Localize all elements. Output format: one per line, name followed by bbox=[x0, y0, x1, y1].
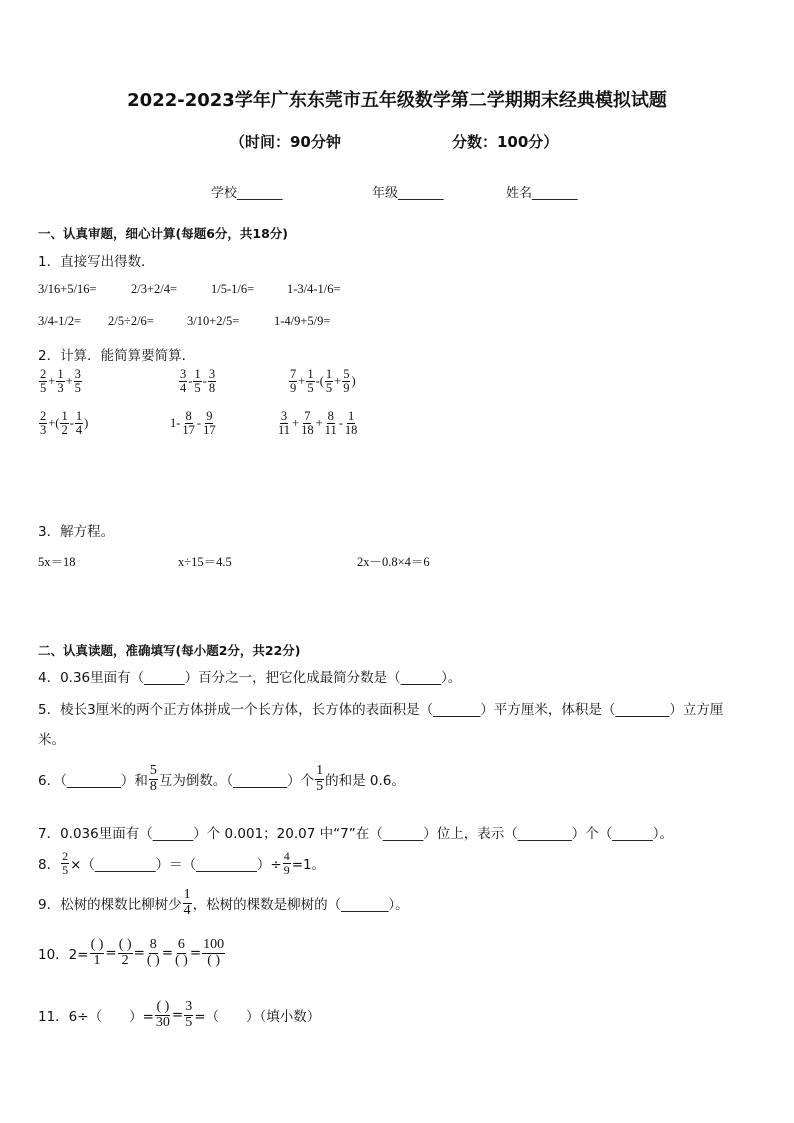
q3-equation: 2x－0.8×4＝6 bbox=[357, 555, 430, 569]
q2-label: 2．计算．能简算要简算． bbox=[38, 348, 196, 364]
q3-label: 3．解方程。 bbox=[38, 524, 115, 540]
q2-expression-4: $\frac{2}{3}$ +( $\frac{1}{2}$ - $\frac{1}{4}$ ) bbox=[40, 409, 89, 438]
name-field[interactable]: 姓名_______ bbox=[506, 186, 578, 201]
q3-equation: x÷15＝4.5 bbox=[178, 555, 232, 569]
question-5: 5．棱长3厘米的两个正方体拼成一个长方体，长方体的表面积是（_______）平方厘米，体积是（________）立方厘 bbox=[38, 702, 724, 718]
question-9: 9．松树的棵数比柳树少 $\frac{1}{4}$ ，松树的棵数是柳树的（_______）。 bbox=[38, 887, 409, 918]
question-6: 6．（________）和 $\frac{5}{8}$ 互为倒数。（________）个 $\frac{1}{5}$ 的和是 0.6。 bbox=[38, 763, 405, 794]
q3-equation: 5x＝18 bbox=[38, 555, 76, 569]
section-2-title: 二、认真读题，准确填写(每小题2分，共22分) bbox=[38, 643, 301, 658]
question-7: 7．0.036里面有（______）个 0.001；20.07 中“7”在（______）位上，表示（________）个（______）。 bbox=[38, 826, 673, 842]
question-8: 8． $\frac{2}{5}$ ×（_________）＝（_________）÷ $\frac{4}{9}$ =1。 bbox=[38, 849, 326, 877]
q2-expression-1: $\frac{2}{5}$ + $\frac{1}{3}$ + $\frac{3}{5}$ bbox=[40, 367, 81, 396]
q2-expression-6: $\frac{3}{11}$ + $\frac{7}{18}$ + $\frac{8}{11}$ - $\frac{1}{18}$ bbox=[278, 409, 358, 438]
q1-item: 1/5-1/6= bbox=[211, 282, 255, 296]
exam-time: （时间：90分钟 bbox=[230, 133, 341, 151]
exam-score: 分数：100分） bbox=[452, 133, 559, 151]
q1-item: 1-4/9+5/9= bbox=[274, 314, 331, 328]
q2-expression-5: 1- $\frac{8}{17}$ - $\frac{9}{17}$ bbox=[170, 409, 216, 438]
question-4: 4．0.36里面有（______）百分之一，把它化成最简分数是（______）。 bbox=[38, 670, 462, 686]
q1-item: 1-3/4-1/6= bbox=[287, 282, 341, 296]
q1-item: 2/3+2/4= bbox=[131, 282, 178, 296]
q2-expression-2: $\frac{3}{4}$ - $\frac{1}{5}$ - $\frac{3}{8}$ bbox=[180, 367, 216, 396]
grade-field[interactable]: 年级_______ bbox=[372, 186, 444, 201]
question-5-continued: 米。 bbox=[38, 732, 65, 748]
question-11: 11．6÷（ ）= $\frac{( )}{30}$ = $\frac{3}{5}$ =（ ）（填小数） bbox=[38, 999, 321, 1030]
q1-item: 2/5÷2/6= bbox=[108, 314, 154, 328]
school-field[interactable]: 学校_______ bbox=[211, 186, 283, 201]
q1-label: 1．直接写出得数． bbox=[38, 254, 155, 270]
section-1-title: 一、认真审题，细心计算(每题6分，共18分) bbox=[38, 226, 289, 241]
page-title: 2022-2023学年广东东莞市五年级数学第二学期期末经典模拟试题 bbox=[127, 90, 667, 111]
q1-item: 3/4-1/2= bbox=[38, 314, 82, 328]
question-10: 10．2= $\frac{( )}{1}$ = $\frac{( )}{2}$ = $\frac{8}{( )}$ = $\frac{6}{( )}$ = $\frac{100}{( )}$ bbox=[38, 937, 225, 968]
q1-item: 3/10+2/5= bbox=[187, 314, 240, 328]
q1-item: 3/16+5/16= bbox=[38, 282, 97, 296]
q2-expression-3: $\frac{7}{9}$ + $\frac{1}{5}$ -( $\frac{1}{5}$ + $\frac{5}{9}$ ) bbox=[290, 367, 356, 396]
